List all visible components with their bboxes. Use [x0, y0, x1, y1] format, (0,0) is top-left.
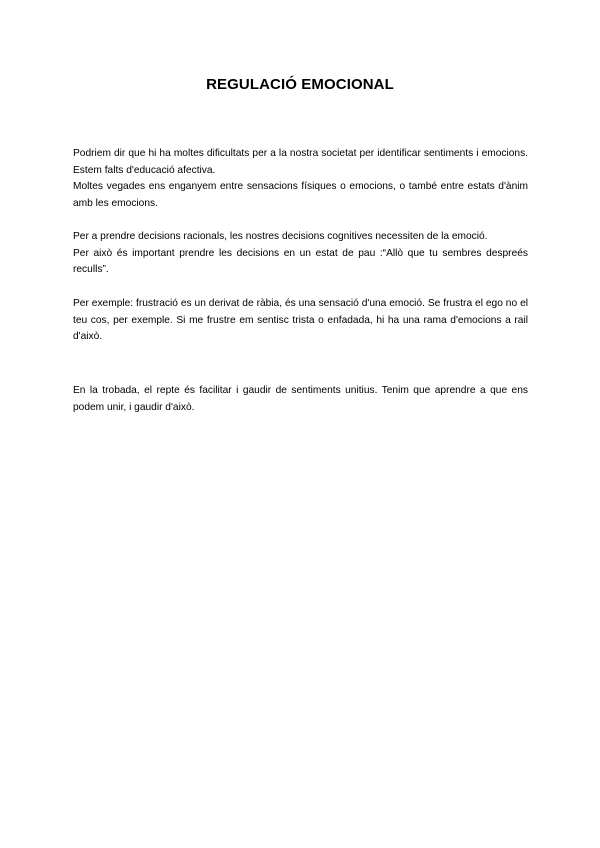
paragraph-2 — [73, 229, 528, 279]
document-title: REGULACIÓ EMOCIONAL — [206, 76, 394, 93]
paragraph-3 — [73, 296, 528, 346]
paragraph-2-text-2: Per això és important prendre les decisions en un estat de pau :“Allò que tu sembres despreés reculls”. — [73, 247, 528, 275]
paragraph-2-text: Per a prendre decisions racionals, les nostres decisions cognitives necessiten de la emoció. — [73, 231, 488, 242]
paragraph-1-text-2: Moltes vegades ens enganyem entre sensacions físiques o emocions, o també entre estats d'ànim amb les emocions. — [73, 181, 528, 209]
paragraph-1 — [73, 146, 528, 212]
paragraph-1-text: Podriem dir que hi ha moltes dificultats per a la nostra societat per identificar sentiments i emocions. Estem falts d'educació afectiva. — [73, 148, 528, 176]
paragraph-4 — [73, 383, 528, 416]
paragraph-3-text: Per exemple: frustració es un derivat de ràbia, és una sensació d'una emoció. Se frustra el ego no el teu cos, per exemple. Si me frustre em sentisc trista o enfadada, hi ha una rama d'emocions a rail d'això. — [73, 298, 528, 342]
paragraph-4-text: En la trobada, el repte és facilitar i gaudir de sentiments unitius. Tenim que aprendre a que ens podem unir, i gaudir d'això. — [73, 385, 528, 413]
